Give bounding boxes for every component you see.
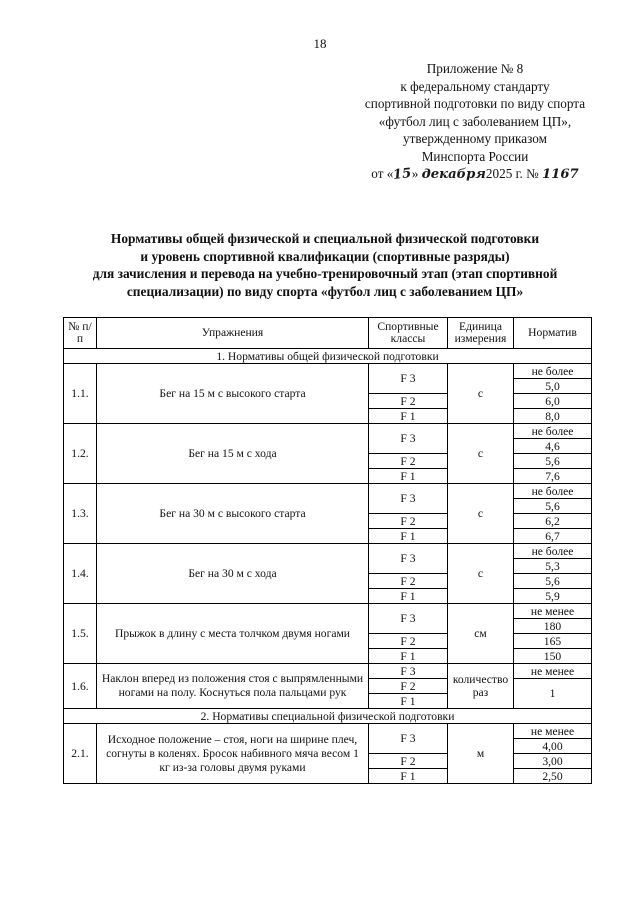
appendix-block: [340, 60, 610, 184]
header-unit: Единица измерения: [448, 318, 514, 349]
page-number: 18: [313, 36, 327, 51]
exercise-name: Бег на 30 м с хода: [97, 544, 369, 604]
header-classes: Спортивные классы: [369, 318, 448, 349]
appendix-line: к федеральному стандарту: [400, 78, 550, 94]
norm-value: 150: [514, 649, 592, 664]
sport-class: F 1: [369, 529, 448, 544]
sport-class: F 2: [369, 679, 448, 694]
sport-class: F 2: [369, 394, 448, 409]
exercise-name: Наклон вперед из положения стоя с выпрямленными ногами на полу. Коснуться пола пальцами рук: [97, 664, 369, 709]
exercise-name: Бег на 15 м с высокого старта: [97, 364, 369, 424]
unit: с: [448, 364, 514, 424]
row-number: 1.5.: [64, 604, 97, 664]
unit: см: [448, 604, 514, 664]
table-row: [64, 424, 592, 439]
norm-value: 5,9: [514, 589, 592, 604]
norm-qualifier: не более: [514, 544, 592, 559]
header-exercise: Упражнения: [97, 318, 369, 349]
unit: с: [448, 424, 514, 484]
norm-value: 6,0: [514, 394, 592, 409]
table-row: [64, 364, 592, 379]
date-mid: »: [411, 166, 422, 181]
header-num: № п/п: [64, 318, 97, 349]
norm-value: 5,6: [514, 499, 592, 514]
header-norm: Норматив: [514, 318, 592, 349]
unit: количество раз: [448, 664, 514, 709]
norm-qualifier: не более: [514, 424, 592, 439]
unit: м: [448, 724, 514, 784]
sport-class: F 1: [369, 469, 448, 484]
document-title: [40, 230, 610, 300]
row-number: 1.4.: [64, 544, 97, 604]
sport-class: F 1: [369, 769, 448, 784]
row-number: 2.1.: [64, 724, 97, 784]
unit: с: [448, 544, 514, 604]
handwritten-day: 15: [392, 166, 413, 183]
row-number: 1.6.: [64, 664, 97, 709]
norm-qualifier: не менее: [514, 604, 592, 619]
norm-value: 8,0: [514, 409, 592, 424]
exercise-name: Бег на 15 м с хода: [97, 424, 369, 484]
sport-class: F 3: [369, 724, 448, 754]
title-line: специализации) по виду спорта «футбол лиц с заболеванием ЦП»: [126, 283, 524, 299]
section-title: 2. Нормативы специальной физической подготовки: [64, 709, 592, 724]
sport-class: F 3: [369, 604, 448, 634]
appendix-line: Минспорта России: [421, 148, 529, 164]
sport-class: F 1: [369, 694, 448, 709]
section-row: [64, 349, 592, 364]
table-row: [64, 484, 592, 499]
norm-value: 5,3: [514, 559, 592, 574]
norm-qualifier: не более: [514, 364, 592, 379]
norm-qualifier: не более: [514, 484, 592, 499]
section-row: [64, 709, 592, 724]
handwritten-order-number: 1167: [541, 167, 579, 182]
date-year: 2025 г. №: [485, 166, 539, 181]
norm-value: 4,6: [514, 439, 592, 454]
unit: с: [448, 484, 514, 544]
norm-value: 5,6: [514, 454, 592, 469]
norm-value: 4,00: [514, 739, 592, 754]
appendix-line: утвержденному приказом: [403, 131, 547, 146]
appendix-line: Приложение № 8: [426, 61, 524, 76]
sport-class: F 3: [369, 484, 448, 514]
handwritten-month: декабря: [421, 167, 486, 182]
title-line: Нормативы общей физической и специальной физической подготовки: [110, 231, 540, 246]
sport-class: F 1: [369, 589, 448, 604]
norm-value: 6,2: [514, 514, 592, 529]
table-row: [64, 544, 592, 559]
norm-value: 5,6: [514, 574, 592, 589]
standards-table: [63, 317, 592, 784]
sport-class: F 2: [369, 574, 448, 589]
sport-class: F 2: [369, 634, 448, 649]
sport-class: F 3: [369, 364, 448, 394]
exercise-name: Исходное положение – стоя, ноги на ширине плеч, согнуты в коленях. Бросок набивного мяча весом 1 кг из-за головы двумя руками: [97, 724, 369, 784]
row-number: 1.1.: [64, 364, 97, 424]
exercise-name: Бег на 30 м с высокого старта: [97, 484, 369, 544]
appendix-line: спортивной подготовки по виду спорта: [364, 96, 586, 111]
sport-class: F 1: [369, 649, 448, 664]
table-header-row: [64, 318, 592, 349]
norm-qualifier: не менее: [514, 664, 592, 679]
appendix-line: «футбол лиц с заболеванием ЦП»,: [378, 113, 572, 129]
sport-class: F 3: [369, 544, 448, 574]
sport-class: F 2: [369, 454, 448, 469]
sport-class: F 2: [369, 514, 448, 529]
sport-class: F 1: [369, 409, 448, 424]
sport-class: F 3: [369, 664, 448, 679]
title-line: и уровень спортивной квалификации (спортивные разряды): [140, 248, 510, 264]
date-prefix: от «: [371, 166, 394, 181]
exercise-name: Прыжок в длину с места толчком двумя ногами: [97, 604, 369, 664]
table-row: [64, 604, 592, 619]
section-title: 1. Нормативы общей физической подготовки: [64, 349, 592, 364]
norm-value: 2,50: [514, 769, 592, 784]
norm-qualifier: не менее: [514, 724, 592, 739]
row-number: 1.3.: [64, 484, 97, 544]
norm-value: 7,6: [514, 469, 592, 484]
norm-value: 6,7: [514, 529, 592, 544]
norm-value: 3,00: [514, 754, 592, 769]
sport-class: F 2: [369, 754, 448, 769]
norm-value: 180: [514, 619, 592, 634]
norm-value: 165: [514, 634, 592, 649]
norm-value: 5,0: [514, 379, 592, 394]
table-row: [64, 724, 592, 739]
norm-value: 1: [514, 679, 592, 709]
row-number: 1.2.: [64, 424, 97, 484]
order-date-line: [340, 165, 610, 184]
sport-class: F 3: [369, 424, 448, 454]
table-row: [64, 664, 592, 679]
title-line: для зачисления и перевода на учебно-тренировочный этап (этап спортивной: [92, 266, 558, 281]
